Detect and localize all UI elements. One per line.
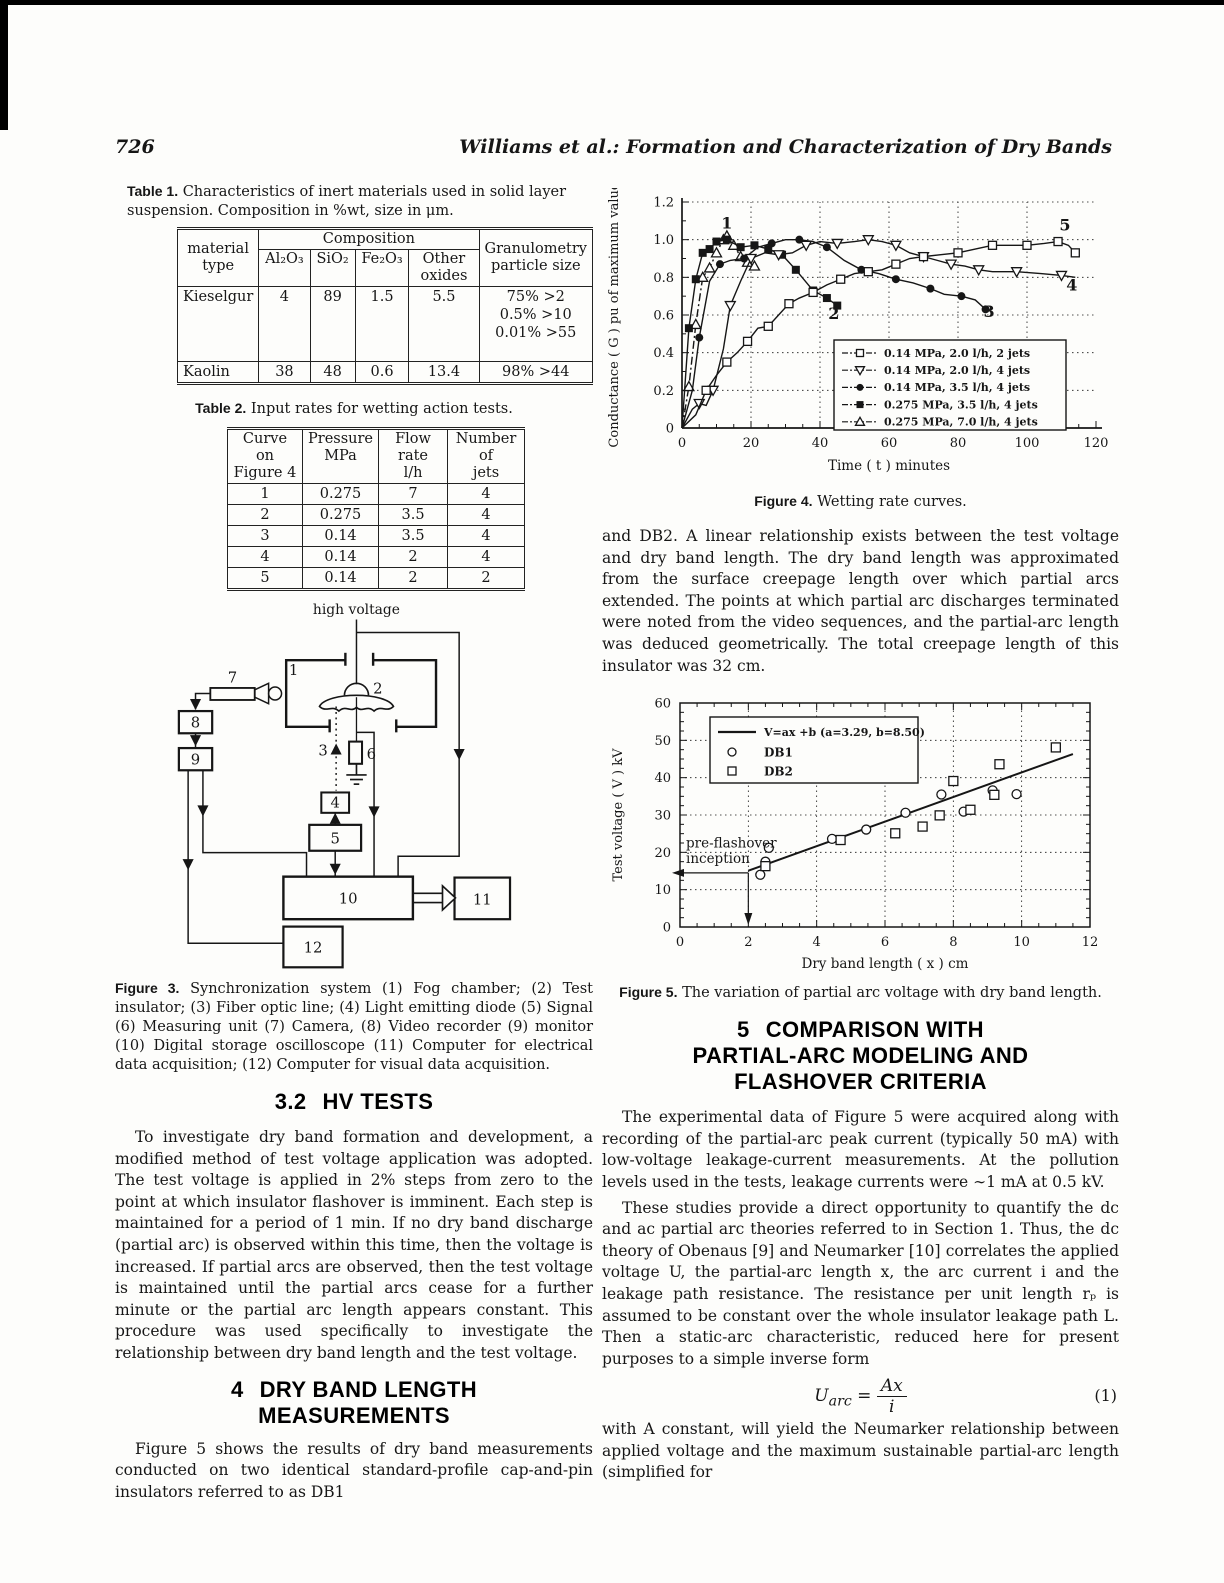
svg-text:Conductance ( G ) pu of maximu: Conductance ( G ) pu of maximum value bbox=[607, 188, 622, 448]
box-measuring-unit bbox=[349, 742, 362, 764]
svg-text:inception: inception bbox=[686, 851, 750, 868]
node-label-2: 2 bbox=[373, 680, 383, 698]
right-column bbox=[602, 188, 1119, 1484]
cell: 0.6 bbox=[355, 362, 409, 384]
wide-arrow-icon bbox=[413, 886, 456, 910]
scan-artifact-top bbox=[0, 0, 1224, 5]
cell: 0.14 bbox=[303, 568, 379, 590]
cell: Granulometry particle size bbox=[479, 229, 593, 287]
svg-text:40: 40 bbox=[811, 436, 829, 451]
cell: Kaolin bbox=[178, 362, 259, 384]
svg-text:Test voltage ( V ) kV: Test voltage ( V ) kV bbox=[611, 748, 626, 882]
svg-text:30: 30 bbox=[654, 808, 671, 824]
pre-flashover-annotation bbox=[672, 836, 777, 926]
svg-text:60: 60 bbox=[654, 696, 671, 712]
paragraph-5b: These studies provide a direct opportunity to quantify the dc and ac partial arc theories referred to in Section 1. Thus, the dc theory of Obenaus [9] and Neumarker [10] correlates the applied voltage U, the partial-arc length x, the arc current i and the leakage path resistance. The resistance per unit length rₚ is assumed to be constant over the whole insulator leakage path L. Then a static-arc characteristic, reduced here for present purposes to a simple inverse form bbox=[602, 1198, 1119, 1368]
figure5-legend bbox=[710, 717, 925, 783]
ground-icon bbox=[346, 764, 366, 784]
table1 bbox=[177, 227, 593, 385]
svg-text:DB1: DB1 bbox=[764, 745, 793, 760]
node-label-4: 4 bbox=[330, 794, 340, 812]
equation-lhs: U bbox=[814, 1386, 829, 1407]
svg-text:4: 4 bbox=[1066, 275, 1078, 295]
node-label-5: 5 bbox=[330, 830, 340, 848]
svg-text:6: 6 bbox=[880, 935, 890, 951]
cell: 48 bbox=[310, 362, 355, 384]
cell: 38 bbox=[259, 362, 310, 384]
table-row bbox=[228, 526, 525, 547]
page-number: 726 bbox=[115, 136, 155, 158]
section-heading-5: 5 COMPARISON WITH PARTIAL-ARC MODELING AND FLASHOVER CRITERIA bbox=[692, 1017, 1029, 1095]
cell: 4 bbox=[228, 547, 303, 568]
svg-text:8: 8 bbox=[949, 935, 958, 951]
high-voltage-label: high voltage bbox=[312, 601, 401, 618]
cell: 4 bbox=[448, 505, 525, 526]
cell: 4 bbox=[448, 484, 525, 505]
figure5-caption-prefix: Figure 5. bbox=[619, 984, 678, 1001]
cell: 0.14 bbox=[303, 547, 379, 568]
figure4-caption-prefix: Figure 4. bbox=[754, 493, 813, 509]
paragraph-5a: The experimental data of Figure 5 were acquired along with recording of the partial-arc peak current (typically 50 mA) with low-voltage leakage-current measurements. At the pollution levels used in the tests, leakage currents were ∼1 mA at 0.5 kV. bbox=[602, 1108, 1119, 1191]
figure3-diagram bbox=[119, 601, 581, 971]
cell: 0.275 bbox=[303, 505, 379, 526]
svg-text:0.6: 0.6 bbox=[653, 308, 674, 324]
cell: 89 bbox=[310, 287, 355, 362]
figure4-caption: Figure 4. Wetting rate curves. bbox=[754, 493, 967, 510]
svg-text:120: 120 bbox=[1083, 436, 1109, 451]
node-label-10: 10 bbox=[338, 890, 358, 908]
svg-text:pre-flashover: pre-flashover bbox=[686, 835, 777, 852]
equation-fraction: $\frac{Ax}{i}$ bbox=[877, 1376, 907, 1417]
cell: Fe₂O₃ bbox=[355, 250, 409, 287]
running-title: Williams et al.: Formation and Characterization of Dry Bands bbox=[459, 136, 1112, 158]
svg-text:0.275 MPa, 3.5 l/h, 4 jets: 0.275 MPa, 3.5 l/h, 4 jets bbox=[884, 398, 1038, 412]
table-row bbox=[228, 547, 525, 568]
svg-text:0: 0 bbox=[662, 920, 671, 936]
node-label-7: 7 bbox=[227, 669, 238, 687]
svg-text:0.4: 0.4 bbox=[653, 346, 674, 362]
svg-text:100: 100 bbox=[1014, 436, 1040, 451]
svg-text:1.0: 1.0 bbox=[653, 233, 674, 249]
figure3-caption-prefix: Figure 3. bbox=[115, 980, 180, 996]
monitor-feed-a bbox=[203, 770, 307, 876]
table2-caption: Table 2. Input rates for wetting action tests. bbox=[195, 400, 513, 417]
cell: 2 bbox=[228, 505, 303, 526]
camera-icon bbox=[210, 683, 281, 703]
table1-caption-prefix: Table 1. bbox=[127, 183, 179, 199]
figure5-caption: Figure 5. The variation of partial arc voltage with dry band length. bbox=[619, 984, 1102, 1002]
fog-chamber-icon bbox=[286, 653, 436, 733]
table-row bbox=[228, 484, 525, 505]
left-column bbox=[115, 182, 593, 1503]
cell: Number of jets bbox=[448, 429, 525, 484]
cell: 4 bbox=[448, 547, 525, 568]
section-heading-32: 3.2 HV TESTS bbox=[274, 1089, 434, 1114]
svg-text:50: 50 bbox=[654, 733, 671, 749]
node-label-1: 1 bbox=[288, 662, 299, 679]
svg-text:40: 40 bbox=[654, 771, 671, 787]
svg-text:Dry band length ( x ) cm: Dry band length ( x ) cm bbox=[801, 956, 969, 973]
paragraph-db2: and DB2. A linear relationship exists between the test voltage and dry band length. The dry band length was approximated from the surface creepage length over which partial arcs extended. The points at which partial arc discharges terminated were noted from the video sequences, and the partial-arc length was deduced geometrically. The total creepage length of this insulator was 32 cm. bbox=[602, 527, 1119, 675]
table1-caption: Table 1. Characteristics of inert materials used in solid layer suspension. Composition in %wt, size in μm. bbox=[127, 183, 567, 219]
cell: Al₂O₃ bbox=[259, 250, 310, 287]
svg-text:V=ax +b (a=3.29, b=8.50): V=ax +b (a=3.29, b=8.50) bbox=[764, 726, 925, 740]
scan-artifact-left bbox=[0, 0, 8, 130]
cell: 3 bbox=[228, 526, 303, 547]
cell: 2 bbox=[448, 568, 525, 590]
svg-text:4: 4 bbox=[812, 935, 821, 951]
cell: 0.275 bbox=[303, 484, 379, 505]
table-row bbox=[178, 287, 593, 362]
table2 bbox=[227, 427, 525, 591]
svg-text:12: 12 bbox=[1081, 935, 1099, 951]
svg-text:2: 2 bbox=[828, 303, 840, 323]
cell: 4 bbox=[259, 287, 310, 362]
cell: 75% >2 0.5% >10 0.01% >55 bbox=[479, 287, 593, 362]
svg-text:2: 2 bbox=[744, 935, 753, 951]
cell: 7 bbox=[379, 484, 448, 505]
cell: 3.5 bbox=[379, 526, 448, 547]
svg-text:1.2: 1.2 bbox=[653, 195, 674, 211]
svg-text:0.14 MPa, 2.0 l/h, 2 jets: 0.14 MPa, 2.0 l/h, 2 jets bbox=[884, 346, 1031, 360]
svg-text:0.275 MPa, 7.0 l/h, 4 jets: 0.275 MPa, 7.0 l/h, 4 jets bbox=[884, 415, 1038, 429]
cell: 4 bbox=[448, 526, 525, 547]
cell: Pressure MPa bbox=[303, 429, 379, 484]
cell: 1.5 bbox=[355, 287, 409, 362]
node-label-9: 9 bbox=[190, 751, 201, 769]
node-label-12: 12 bbox=[303, 939, 323, 957]
svg-text:1: 1 bbox=[721, 213, 733, 233]
cell: material type bbox=[178, 229, 259, 287]
svg-text:0: 0 bbox=[665, 421, 674, 437]
svg-text:80: 80 bbox=[949, 436, 967, 451]
cell: Kieselgur bbox=[178, 287, 259, 362]
svg-text:10: 10 bbox=[1013, 935, 1030, 951]
node-label-8: 8 bbox=[190, 714, 201, 732]
cell: 5.5 bbox=[409, 287, 479, 362]
figure3-caption: Figure 3. Synchronization system (1) Fog chamber; (2) Test insulator; (3) Fiber optic line; (4) Light emitting diode (5) Signal (6) Measuring unit (7) Camera, (8) Video recorder (9) monitor (10) Digital storage oscilloscope (11) Computer for electrical data acquisition; (12) Computer for visual data acquisition. bbox=[115, 980, 593, 1073]
paragraph-hv-tests: To investigate dry band formation and development, a modified method of test voltage application was adopted. The test voltage is applied in 2% steps from zero to the point at which insulator flashover is imminent. Each step is maintained for a period of 1 min. If no dry band discharge (partial arc) is observed within this time, then the voltage is increased. If partial arcs are observed, then the test voltage is maintained until the partial arcs cease for a further minute or the partial arc length appears constant. This procedure was used specifically to investigate the relationship between dry band length and the test voltage. bbox=[115, 1128, 593, 1362]
cell: 98% >44 bbox=[479, 362, 593, 384]
svg-text:0.2: 0.2 bbox=[653, 383, 674, 399]
node-label-3: 3 bbox=[318, 742, 328, 760]
cell: 2 bbox=[379, 547, 448, 568]
svg-text:20: 20 bbox=[654, 845, 671, 861]
arrowheads bbox=[183, 699, 465, 875]
svg-text:20: 20 bbox=[742, 436, 760, 451]
table2-caption-prefix: Table 2. bbox=[195, 400, 247, 416]
table-row bbox=[178, 229, 593, 250]
svg-text:10: 10 bbox=[654, 883, 671, 899]
cell: Flow rate l/h bbox=[379, 429, 448, 484]
node-label-6: 6 bbox=[366, 746, 377, 764]
figure4-legend bbox=[834, 340, 1066, 430]
node-label-11: 11 bbox=[472, 891, 492, 909]
cell: Curve on Figure 4 bbox=[228, 429, 303, 484]
cell: Composition bbox=[259, 229, 479, 250]
cell: 3.5 bbox=[379, 505, 448, 526]
cell: 5 bbox=[228, 568, 303, 590]
svg-text:60: 60 bbox=[880, 436, 898, 451]
figure4-chart bbox=[602, 188, 1119, 486]
cell: 2 bbox=[379, 568, 448, 590]
svg-text:0.14 MPa, 3.5 l/h, 4 jets: 0.14 MPa, 3.5 l/h, 4 jets bbox=[884, 381, 1031, 395]
section-heading-4: 4 DRY BAND LENGTH MEASUREMENTS bbox=[230, 1376, 478, 1428]
svg-text:0.14 MPa, 2.0 l/h, 4 jets: 0.14 MPa, 2.0 l/h, 4 jets bbox=[884, 364, 1031, 377]
paragraph-dry-band: Figure 5 shows the results of dry band measurements conducted on two identical standard-profile cap-and-pin insulators referred to as DB1 bbox=[115, 1439, 593, 1501]
cell: Other oxides bbox=[409, 250, 479, 287]
paragraph-5c: with A constant, will yield the Neumarker relationship between applied voltage and the maximum sustainable partial-arc length (simplified for bbox=[602, 1420, 1119, 1482]
svg-text:Time ( t ) minutes: Time ( t ) minutes bbox=[827, 458, 951, 474]
svg-text:0.8: 0.8 bbox=[653, 270, 674, 286]
svg-text:5: 5 bbox=[1059, 215, 1071, 235]
table-row bbox=[228, 429, 525, 484]
series-curve-2 bbox=[682, 236, 841, 428]
table-row bbox=[228, 505, 525, 526]
cell: SiO₂ bbox=[310, 250, 355, 287]
svg-text:0: 0 bbox=[677, 436, 687, 451]
cell: 1 bbox=[228, 484, 303, 505]
cell: 0.14 bbox=[303, 526, 379, 547]
series-DB1 bbox=[756, 786, 1021, 879]
svg-text:0: 0 bbox=[675, 935, 685, 951]
equation-1: $U_{arc}$ = $\frac{Ax}{i}$ (1) bbox=[814, 1376, 1117, 1418]
equation-number: (1) bbox=[1094, 1386, 1117, 1406]
table-row bbox=[228, 568, 525, 590]
svg-text:DB2: DB2 bbox=[764, 764, 793, 779]
cell: 13.4 bbox=[409, 362, 479, 384]
svg-text:3: 3 bbox=[983, 301, 995, 321]
table-row bbox=[178, 362, 593, 384]
figure5-chart bbox=[602, 687, 1119, 979]
